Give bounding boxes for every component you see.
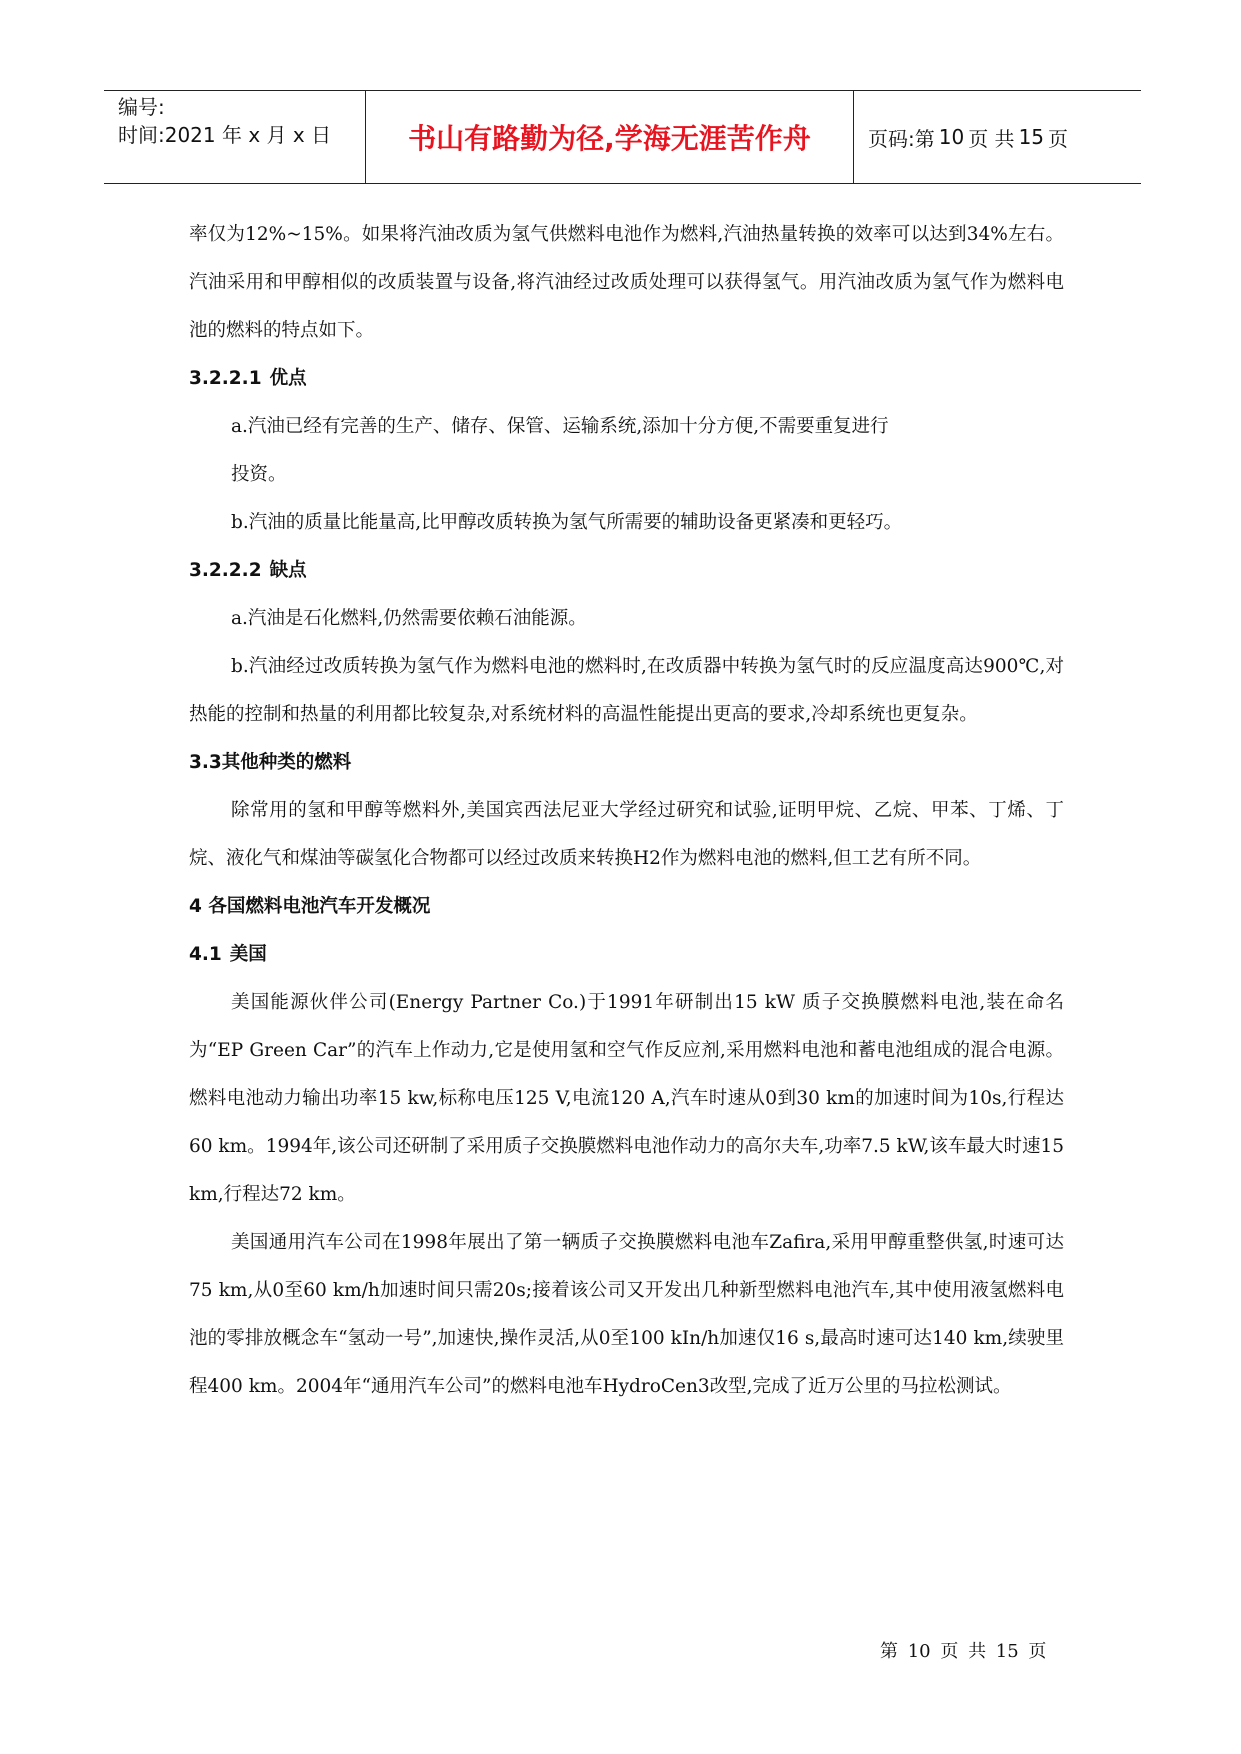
advantage-a-line1: a.汽油已经有完善的生产、储存、保管、运输系统,添加十分方便,不需要重复进行 — [231, 416, 889, 437]
page-mid: 页 共 — [968, 126, 1015, 151]
heading-41-number: 4.1 — [189, 944, 222, 965]
document-body — [189, 211, 1064, 1411]
disadvantage-b: b.汽油经过改质转换为氢气作为燃料电池的燃料时,在改质器中转换为氢气时的反应温度高达900℃,对热能的控制和热量的利用都比较复杂,对系统材料的高温性能提出更高的要求,冷却系统也更复杂。 — [189, 656, 1064, 725]
header-meta — [104, 91, 366, 183]
paragraph-energy-partner: 美国能源伙伴公司(Energy Partner Co.)于1991年研制出15 kW 质子交换膜燃料电池,装在命名为“EP Green Car”的汽车上作动力,它是使用氢和空气作反应剂,采用燃料电池和蓄电池组成的混合电源。燃料电池动力输出功率15 kw,标称电压125 V,电流120 A,汽车时速从0到30 km的加速时间为10s,行程达60 km。1994年,该公司还研制了采用质子交换膜燃料电池作动力的高尔夫车,功率7.5 kW,该车最大时速15 km,行程达72 km。 — [189, 992, 1064, 1205]
heading-3221 — [189, 355, 1064, 403]
page-footer: 第 10 页 共 15 页 — [880, 1641, 1047, 1662]
paragraph-other-fuels: 除常用的氢和甲醇等燃料外,美国宾西法尼亚大学经过研究和试验,证明甲烷、乙烷、甲苯、丁烯、丁烷、液化气和煤油等碳氢化合物都可以经过改质来转换H2作为燃料电池的燃料,但工艺有所不同。 — [189, 800, 1064, 869]
heading-4: 4 各国燃料电池汽车开发概况 — [189, 896, 431, 917]
heading-3222 — [189, 547, 1064, 595]
heading-3221-title: 优点 — [269, 368, 307, 389]
heading-41 — [189, 931, 1064, 979]
header-page-info — [854, 91, 1141, 183]
heading-3221-number: 3.2.2.1 — [189, 368, 262, 389]
heading-3222-number: 3.2.2.2 — [189, 560, 262, 581]
header-motto: 书山有路勤为径,学海无涯苦作舟 — [366, 91, 854, 183]
page-header — [104, 90, 1141, 184]
heading-33: 3.3其他种类的燃料 — [189, 752, 352, 773]
advantage-b: b.汽油的质量比能量高,比甲醇改质转换为氢气所需要的辅助设备更紧凑和更轻巧。 — [231, 512, 903, 533]
paragraph-general-motors: 美国通用汽车公司在1998年展出了第一辆质子交换膜燃料电池车Zafira,采用甲醇重整供氢,时速可达75 km,从0至60 km/h加速时间只需20s;接着该公司又开发出几种新型燃料电池汽车,其中使用液氢燃料电池的零排放概念车“氢动一号”,加速快,操作灵活,从0至100 kIn/h加速仅16 s,最高时速可达140 km,续驶里程400 km。2004年“通用汽车公司”的燃料电池车HydroCen3改型,完成了近万公里的马拉松测试。 — [189, 1232, 1064, 1397]
page-suffix: 页 — [1048, 126, 1069, 151]
disadvantage-a: a.汽油是石化燃料,仍然需要依赖石油能源。 — [231, 608, 587, 629]
advantage-a — [189, 403, 1064, 499]
heading-3222-title: 缺点 — [269, 560, 307, 581]
paragraph-gasoline-efficiency: 率仅为12%~15%。如果将汽油改质为氢气供燃料电池作为燃料,汽油热量转换的效率可以达到34%左右。汽油采用和甲醇相似的改质装置与设备,将汽油经过改质处理可以获得氢气。用汽油改质为氢气作为燃料电池的燃料的特点如下。 — [189, 224, 1064, 341]
serial-label: 编号: — [118, 95, 165, 119]
page-current: 10 — [938, 125, 965, 149]
advantage-a-line2: 投资。 — [231, 464, 287, 485]
time-label: 时间:2021 年 x 月 x 日 — [118, 123, 332, 147]
heading-41-title: 美国 — [229, 944, 267, 965]
page-total: 15 — [1018, 125, 1045, 149]
page-prefix: 页码:第 — [868, 126, 935, 151]
